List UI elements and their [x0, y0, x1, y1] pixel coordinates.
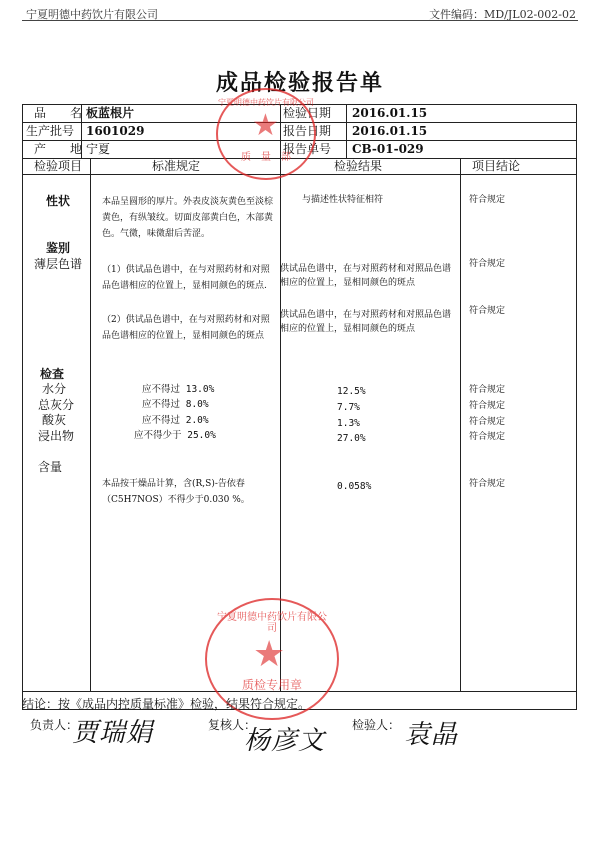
traits-result: 与描述性状特征相符: [302, 195, 384, 205]
batch-label: 生产批号: [26, 124, 75, 138]
inspector-signature: 袁晶: [404, 720, 459, 750]
stamp-bottom-sub: 质检专用章: [241, 678, 302, 692]
col-header-result: 检验结果: [334, 159, 383, 173]
reviewer-signature: 杨彦文: [244, 726, 326, 756]
acid-ash-result: 1.3%: [337, 418, 360, 429]
acid-ash-label: 酸灰: [42, 413, 67, 427]
acid-ash-standard: 应不得过 2.0%: [142, 415, 209, 426]
company-header: 宁夏明德中药饮片有限公司: [26, 8, 158, 21]
report-number-label: 报告单号: [283, 142, 332, 156]
reviewer-label: 复核人：: [208, 718, 257, 732]
stamp-top-text: 宁夏明德中药饮片有限公司: [218, 98, 314, 107]
col-header-conclusion: 项目结论: [472, 159, 521, 173]
water-standard: 应不得过 13.0%: [142, 384, 215, 395]
header-divider: [22, 20, 578, 21]
report-date-value: 2016.01.15: [352, 124, 428, 138]
water-result: 12.5%: [337, 386, 366, 397]
row-divider: [23, 174, 576, 175]
col-header-standard: 标准规定: [152, 159, 201, 173]
tlc-label: 薄层色谱: [34, 257, 83, 271]
tlc-result-1: 供试品色谱中，在与对照药材和对照品色谱相应的位置上，显相同颜色的斑点: [280, 264, 452, 288]
responsible-label: 负责人：: [30, 718, 79, 732]
extract-label: 浸出物: [38, 429, 75, 443]
name-label: 品 名: [34, 106, 83, 120]
page-title: 成品检验报告单: [215, 71, 384, 96]
content-result: 0.058%: [337, 481, 372, 492]
inspection-date-label: 检验日期: [283, 106, 332, 120]
col-divider: [346, 105, 347, 158]
extract-result: 27.0%: [337, 433, 366, 444]
extract-conclusion: 符合规定: [469, 432, 506, 442]
col-divider: [460, 158, 461, 691]
batch-value: 1601029: [86, 124, 145, 138]
ash-result: 7.7%: [337, 402, 360, 413]
tlc-standard-1: （1）供试品色谱中，在与对照药材和对照品色谱相应的位置上，显相同颜色的斑点.: [102, 265, 270, 291]
ash-label: 总灰分: [38, 398, 75, 412]
extract-standard: 应不得少于 25.0%: [134, 430, 216, 441]
origin-label: 产 地: [34, 142, 83, 156]
tlc-conclusion-1: 符合规定: [469, 259, 506, 269]
document-number: 文件编码：MD/JL02-002-02: [429, 8, 576, 21]
ash-conclusion: 符合规定: [469, 401, 506, 411]
tlc-standard-2: （2）供试品色谱中，在与对照药材和对照品色谱相应的位置上，显相同颜色的斑点: [102, 315, 270, 341]
star-icon: ★: [252, 108, 279, 143]
content-label: 含量: [38, 460, 63, 474]
col-header-item: 检验项目: [34, 159, 83, 173]
name-value: 板蓝根片: [86, 106, 135, 120]
check-label: 检查: [40, 367, 65, 381]
conclusion-text: 结论：按《成品内控质量标准》检验，结果符合规定。: [22, 697, 311, 711]
content-conclusion: 符合规定: [469, 479, 506, 489]
stamp-top-sub: 质 量 部: [241, 152, 291, 163]
inspector-label: 检验人：: [352, 718, 401, 732]
water-conclusion: 符合规定: [469, 385, 506, 395]
acid-ash-conclusion: 符合规定: [469, 417, 506, 427]
traits-label: 性状: [46, 194, 71, 208]
water-label: 水分: [42, 382, 67, 396]
tlc-conclusion-2: 符合规定: [469, 306, 506, 316]
origin-value: 宁夏: [86, 142, 111, 156]
identification-label: 鉴别: [46, 241, 71, 255]
traits-standard: 本品呈圆形的厚片。外表皮淡灰黄色至淡棕黄色，有纵皱纹。切面皮部黄白色，木部黄色。气微，味微甜后苦涩。: [102, 197, 274, 239]
col-divider: [90, 158, 91, 691]
report-date-label: 报告日期: [283, 124, 332, 138]
stamp-bottom-text: 宁夏明德中药饮片有限公司: [217, 612, 327, 634]
responsible-signature: 贾瑞娟: [72, 718, 154, 748]
report-number-value: CB-01-029: [352, 142, 424, 156]
star-icon: ★: [253, 634, 286, 675]
inspection-date-value: 2016.01.15: [352, 106, 428, 120]
tlc-result-2: 供试品色谱中，在与对照药材和对照品色谱相应的位置上，显相同颜色的斑点: [280, 310, 452, 334]
quality-dept-stamp: [216, 88, 316, 180]
traits-conclusion: 符合规定: [469, 195, 506, 205]
content-standard: 本品按干燥品计算，含(R,S)-告依春（C5H7NOS）不得少于0.030 %。: [102, 479, 250, 505]
ash-standard: 应不得过 8.0%: [142, 399, 209, 410]
